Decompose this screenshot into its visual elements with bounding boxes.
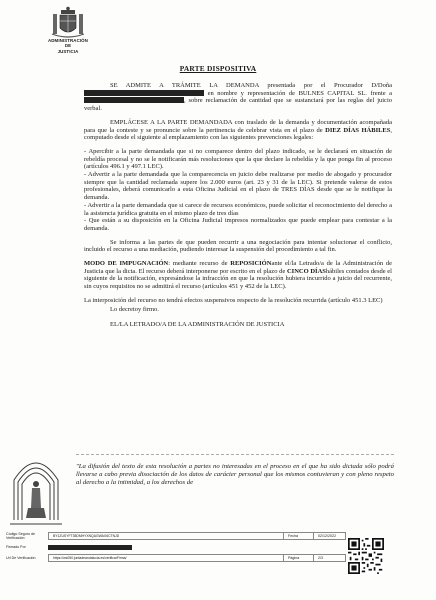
paragraph-mediation: Se informa a las partes de que pueden recurrir a una negociación para intentar solucionar el conflicto, incluido el recurso a una mediación, pudiendo interesar la suspensión del procedimiento a tal fin. [84,238,392,254]
list-item: - Advertir a la parte demandada que si carece de recursos económicos, puede solicitar el reconocimiento del derecho a la asistencia jurídica gratuita en el mismo plazo de tres días [84,201,392,217]
admin-line3: JUSTICIA [57,48,79,54]
signatory-title: EL/LA LETRADO/A DE LA ADMINISTRACIÓN DE JUSTICIA [110,321,285,329]
redaction-bar [84,97,184,103]
list-item: - Advertir a la parte demandada que la comparecencia en juicio debe realizarse por medio de abogado y procurador siempre que la cantidad reclamada supere los 2.000 euros (art. 23 y 31 de la LEC). Si pretende valerse de estos profesionales, deberá comunicarlo a esta Oficina Judicial en el plazo de TRES DÍAS desde que se le notifique la demanda. [84,171,392,202]
verification-url[interactable]: https://ws050.juntadeandalucia.es/verificarFirma/ [48,554,284,562]
redaction-bar [84,90,204,96]
admin-line2: DE [64,43,72,49]
junta-emblem-icon [8,450,64,528]
list-item: - Que están a su disposición en la Oficina Judicial impresos normalizados que puede emplear para contestar a la demanda. [84,217,392,232]
paragraph-effects: La interposición del recurso no tendrá efectos suspensivos respecto de la resolución recurrida (artículo 451.3 LEC) [84,296,383,304]
paragraph-signature: Lo decretoy firmo. [110,305,159,313]
paragraph-appeal: MODO DE IMPUGNACIÓN: mediante recurso de REPOSICIÓNante el/la Letrado/a de la Administración de Justicia que la dicta. El recurso deberá interponerse por escrito en el plazo de CINCO DÍAShábiles contados desde el siguiente de la notificación, expresándose la infracción en que la resolución hubiera incurrido a juicio del recurrente, sin cuyos requisitos no se admitirá el recurso (artículos 451 y 452 de la LEC). [84,260,393,291]
footer-row-url: Url De Verificación https://ws050.juntadeandalucia.es/verificarFirma/ Página 2/3 [3,553,346,563]
footer-date: 02/12/2022 [314,532,346,540]
paragraph-summons: EMPLÁCESE A LA PARTE DEMANDADA con traslado de la demanda y documentación acompañada para que la conteste y se pronuncie sobre la pertinencia de celebrar vista en el plazo de DIEZ DÍAS HÁBILES, computado desde el siguiente al emplazamiento con las siguientes prevenciones legales: [84,118,393,142]
coat-of-arms-icon [48,6,88,40]
list-item: - Apercibir a la parte demandada que si no comparece dentro del plazo indicado, se le declarará en situación de rebeldía procesal y no se le notificarán más resoluciones que la que declare la rebeldía y la que ponga fin al proceso (artículos 496.1 y 497.1 LEC). [84,147,392,171]
redaction-bar [48,545,132,550]
document-body [84,82,392,335]
admin-line1: ADMINISTRACIÓN [48,38,88,43]
page-title: PARTE DISPOSITIVA [179,64,257,73]
privacy-notice: "La difusión del texto de esta resolución a partes no interesadas en el proceso en el que ha sido dictada sólo podrá llevarse a cabo previa disociación de los datos de carácter personal que los mismos contuvieran y con pleno respeto al derecho a la intimidad, a los derechos de [76,454,394,488]
qr-code-icon [348,538,384,574]
verification-code: BY1ZUSYFT35DMHYXNQAGWAX6CTNJD [48,532,284,540]
footer-page: 2/3 [314,554,346,562]
footer-row-code: Código Seguro de Verificación: BY1ZUSYFT35DMHYXNQAGWAX6CTNJD Fecha 02/12/2022 [3,531,346,541]
admin-label [28,38,108,54]
paragraph-admission: SE ADMITE A TRÁMITE LA DEMANDA presentada por el Procurador D/Doña en nombre y representación de BULNES CAPITAL SL. frente a , sobre reclamación de cantidad que se sustanciará por las reglas del juicio verbal. [84,82,393,113]
footer-row-signed: Firmado Por [3,542,132,552]
warnings-list [84,148,392,233]
